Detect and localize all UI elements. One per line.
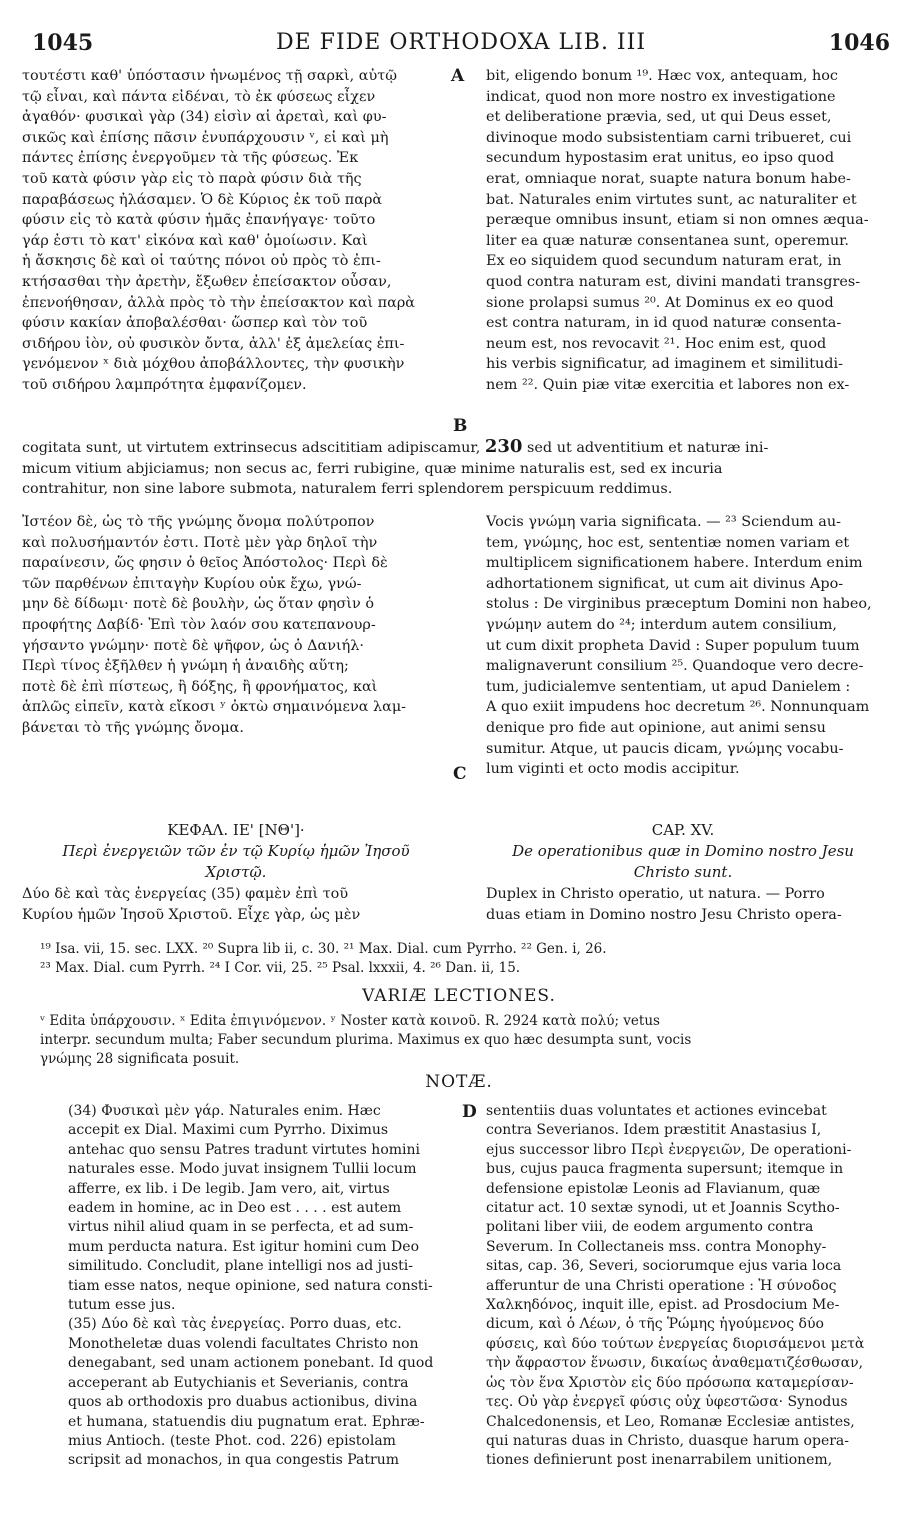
notes-left-column [68, 1102, 460, 1471]
note-left-line: afferre, ex lib. i De legib. Jam vero, ait, virtus [68, 1180, 390, 1197]
footnote-line: ²³ Max. Dial. cum Pyrrh. ²⁴ I Cor. vii, 25. ²⁵ Psal. lxxxii, 4. ²⁶ Dan. ii, 15. [40, 959, 521, 976]
variae-line: ᵛ Edita ὑπάρχουσιν. ˣ Edita ἐπιγινόμενον. ʸ Noster κατὰ κοινοῦ. R. 2924 κατὰ πολύ; vetus [40, 1013, 660, 1029]
page-number-left: 1045 [32, 30, 94, 56]
note-left-line: Monotheletæ duas volendi facultates Christo non [68, 1335, 419, 1352]
note-right-line: tiones definierunt post inenarrabilem unitionem, [486, 1452, 833, 1469]
latin-top-line: divinoque modo subsistentiam carni tribueret, cui [486, 129, 852, 146]
note-right-line: τὴν ἄφραστον ἕνωσιν, δικαίως ἀναθεματιζέσθωσαν, [486, 1355, 864, 1372]
note-right-line: sitas, cap. 36, Severi, sociorumque ejus varia loca [486, 1258, 842, 1275]
latin-mid-line: malignaverunt consilium ²⁵. Quandoque vero decre- [486, 658, 864, 675]
full-line-3: contrahitur, non sine labore submota, naturalem ferri splendorem perspicuum reddimus. [22, 481, 673, 498]
note-left-line: naturales esse. Modo juvat insignem Tullii locum [68, 1161, 417, 1178]
variae-line: interpr. secundum multa; Faber secundum plurima. Maximus ex quo hæc desumpta sunt, vocis [40, 1031, 692, 1048]
note-right-line: citatur act. 10 sextæ synodi, ut et Joannis Scytho- [486, 1200, 840, 1217]
greek-top-line: γενόμενον ˣ διὰ μόχθου ἀποβάλλοντες, τὴν φυσικὴν [22, 356, 405, 373]
latin-top-line: nem ²². Quin piæ vitæ exercitia et labores non ex- [486, 376, 850, 393]
note-right-line: τες. Οὐ γὰρ ἐνεργεῖ φύσις οὐχ ὑφεστῶσα· Synodus [486, 1394, 848, 1411]
note-right-line: Χαλκηδόνος, inquit ille, epist. ad Prosdocium Me- [486, 1297, 840, 1314]
note-right-line: Severum. In Collectaneis mss. contra Monophy- [486, 1238, 827, 1255]
greek-mid-line: γήσαντο γνώμην· ποτὲ δὲ ψῆφον, ὡς ὁ Δανιήλ· [22, 637, 364, 654]
greek-top-line: σιδήρου ἰὸν, οὐ φυσικὸν ὄντα, ἀλλ' ἐξ ἀμελείας ἐπι- [22, 335, 405, 352]
greek-top-line: ἡ ἄσκησις δὲ καὶ οἱ ταύτης πόνοι οὐ πρὸς τὸ ἐπι- [22, 253, 381, 270]
note-right-line: ejus successor libro Περὶ ἐνεργειῶν, De operationi- [486, 1141, 852, 1158]
latin-top-line: secundum hypostasim erat unitus, eo ipso quod [486, 150, 835, 167]
greek-top-line: ἐπενοήθησαν, ἀλλὰ πρὸς τὸ τὴν ἐπείσακτον καὶ παρὰ [22, 294, 416, 311]
latin-top-line: erat, omniaque norat, suapte natura bonum habe- [486, 170, 851, 187]
running-header [32, 30, 890, 60]
greek-mid-line: Περὶ τίνος ἐξῆλθεν ἡ γνώμη ἡ ἀναιδὴς αὕτη; [22, 658, 349, 675]
margin-letter-c: C [453, 764, 467, 784]
greek-top-line: ἀγαθόν· φυσικαὶ γὰρ (34) εἰσὶν αἱ ἀρεταὶ, καὶ φυ- [22, 109, 387, 126]
note-left-line: accepit ex Dial. Maximi cum Pyrrho. Diximus [68, 1122, 389, 1139]
note-right-line: defensione epistolæ Leonis ad Flavianum, quæ [486, 1180, 821, 1197]
note-right-line: Chalcedonensis, et Leo, Romanæ Ecclesiæ antistes, [486, 1413, 855, 1430]
note-right-line: bus, cujus pauca fragmenta supersunt; itemque in [486, 1161, 844, 1178]
note-right-line: ὡς τὸν ἕνα Χριστὸν εἰς δύο πρόσωπα καταμερίσαν- [486, 1374, 854, 1391]
greek-column-top [22, 66, 450, 396]
note-right-line: qui naturas duas in Christo, duasque harum opera- [486, 1432, 849, 1449]
greek-top-line: τουτέστι καθ' ὑπόστασιν ἡνωμένος τῇ σαρκὶ, αὐτῷ [22, 68, 397, 84]
note-left-line: similitudo. Concludit, plane intelligi nos ad justi- [68, 1258, 413, 1275]
latin-mid-line: γνώμην autem do ²⁴; interdum autem consilium, [486, 616, 837, 633]
latin-top-line: quod contra naturam est, divini mandati transgres- [486, 273, 861, 290]
latin-top-line: neum est, nos revocavit ²¹. Hoc enim est, quod [486, 335, 827, 352]
full-line-1a: cogitata sunt, ut virtutem extrinsecus adscititiam adipiscamur, [22, 440, 481, 456]
variae-line: γνώμης 28 significata posuit. [40, 1050, 240, 1067]
note-left-line: virtus nihil aliud quam in se perfecta, et ad sum- [68, 1219, 414, 1236]
greek-mid-line: προφήτης Δαβίδ· Ἐπὶ τὸν λαόν σου κατεπανουρ- [22, 616, 376, 633]
latin-mid-line: multiplicem significationem habere. Interdum enim [486, 555, 863, 572]
greek-top-line: φύσιν κακίαν ἀποβαλέσθαι· ὥσπερ καὶ τὸν τοῦ [22, 315, 368, 332]
latin-column-top [486, 66, 880, 396]
latin-top-line: indicat, quod non more nostro ex investigatione [486, 88, 836, 105]
full-line-1b: sed ut adventitium et naturæ ini- [527, 440, 769, 456]
full-line-2: micum vitium abjiciamus; non secus ac, ferri rubigine, quæ minime naturalis est, sed ex incuria [22, 460, 723, 477]
chapter-number-greek: ΚΕΦΑΛ. ΙΕ' [ΝΘ']· [167, 821, 305, 839]
chapter-heading-greek [22, 820, 450, 883]
note-right-line: dicum, καὶ ὁ Λέων, ὁ τῆς Ῥώμης ἡγούμενος δύο [486, 1316, 824, 1333]
greek-mid-line: καὶ πολυσήμαντόν ἐστι. Ποτὲ μὲν γὰρ δηλοῖ τὴν [22, 534, 378, 551]
greek-top-line: κτήσασθαι τὴν ἀρετὴν, ἔξωθεν ἐπείσακτον οὖσαν, [22, 273, 392, 290]
note-left-line: tutum esse jus. [68, 1297, 176, 1314]
chapter-title-greek: Περὶ ἐνεργειῶν τῶν ἐν τῷ Κυρίῳ ἡμῶν Ἰησοῦ Χριστῷ. [62, 842, 410, 881]
note-right-line: contra Severianos. Idem præstitit Anastasius I, [486, 1122, 822, 1139]
latin-top-line: peræque omnibus insunt, etiam si non omnes æqua- [486, 212, 869, 229]
notae-title: NOTÆ. [425, 1072, 493, 1092]
note-right-line: φύσεις, καὶ δύο τούτων ἐνεργείας διορισάμενοι μετὰ [486, 1335, 865, 1352]
greek-mid-line: βάνεται τὸ τῆς γνώμης ὄνομα. [22, 719, 244, 736]
note-left-line: denegabant, sed unam actionem ponebant. Id quod [68, 1355, 434, 1372]
note-right-line: afferuntur de una Christi operatione : Ἡ σύνοδος [486, 1277, 837, 1294]
latin-column-mid [486, 512, 880, 780]
latin-mid-line: sumitur. Atque, ut paucis dicam, γνώμης vocabu- [486, 740, 844, 757]
variae-lectiones [40, 1012, 880, 1068]
latin-mid-line: Vocis γνώμη varia significata. — ²³ Sciendum au- [486, 514, 841, 530]
note-left-line: mius Antioch. (teste Phot. cod. 226) epistolam [68, 1432, 396, 1449]
latin-top-line: est contra naturam, in id quod naturæ consenta- [486, 315, 842, 332]
note-right-line: politani liber viii, de eodem argumento contra [486, 1219, 814, 1236]
greek-mid-line: ποτὲ δὲ ἐπὶ πίστεως, ἢ δόξης, ἢ φρονήματος, καὶ [22, 678, 378, 695]
greek-column-mid [22, 512, 450, 739]
footnotes [40, 940, 880, 978]
note-left-line: (34) Φυσικαὶ μὲν γάρ. Naturales enim. Hæc [68, 1103, 381, 1119]
chapter-title-latin: De operationibus quæ in Domino nostro Jesu Christo sunt. [512, 842, 854, 881]
margin-letter-d: D [462, 1102, 477, 1122]
chapter-heading-latin [486, 820, 880, 883]
chapter-text-greek [22, 884, 450, 925]
variae-lectiones-title: VARIÆ LECTIONES. [362, 986, 556, 1006]
note-left-line: eadem in homine, ac in Deo est . . . . est autem [68, 1200, 402, 1217]
latin-mid-line: lum viginti et octo modis accipitur. [486, 761, 740, 778]
latin-top-line: bit, eligendo bonum ¹⁹. Hæc vox, antequam, hoc [486, 68, 838, 84]
latin-top-line: his verbis significatur, ad imaginem et similitudi- [486, 356, 843, 373]
note-left-line: antehac quo sensu Patres tradunt virtutes homini [68, 1141, 420, 1158]
greek-top-line: τοῦ κατὰ φύσιν γὰρ εἰς τὸ παρὰ φύσιν διὰ τῆς [22, 170, 362, 187]
latin-top-line: bat. Naturales enim virtutes sunt, ac naturaliter et [486, 191, 857, 208]
latin-mid-line: A quo exiit impudens hoc decretum ²⁶. Nonnunquam [486, 699, 870, 716]
latin-top-line: Ex eo siquidem quod secundum naturam erat, in [486, 253, 842, 270]
note-left-line: scripsit ad monachos, in qua congestis Patrum [68, 1452, 400, 1469]
greek-mid-line: τῶν παρθένων ἐπιταγὴν Κυρίου οὐκ ἔχω, γνώ- [22, 575, 362, 592]
note-left-line: acceperant ab Eutychianis et Severianis, contra [68, 1374, 409, 1391]
footnote-line: ¹⁹ Isa. vii, 15. sec. LXX. ²⁰ Supra lib ii, c. 30. ²¹ Max. Dial. cum Pyrrho. ²² Gen. i, 26. [40, 941, 607, 957]
chapter-latin-line: duas etiam in Domino nostro Jesu Christo opera- [486, 906, 842, 923]
note-left-line: et humana, statuendis diu pugnatum erat. Ephræ- [68, 1413, 425, 1430]
latin-mid-line: adhortationem significat, ut cum ait divinus Apo- [486, 575, 844, 592]
greek-top-line: πάντες ἐπίσης ἐνεργοῦμεν τὰ τῆς φύσεως. Ἐκ [22, 150, 359, 167]
full-width-text [22, 437, 880, 500]
greek-top-line: τῷ εἶναι, καὶ πάντα εἰδέναι, τὸ ἐκ φύσεως εἶχεν [22, 88, 376, 105]
greek-mid-line: ἁπλῶς εἰπεῖν, κατὰ εἴκοσι ʸ ὀκτὼ σημαινόμενα λαμ- [22, 699, 407, 716]
greek-mid-line: Ἰστέον δὲ, ὡς τὸ τῆς γνώμης ὄνομα πολύτροπον [22, 514, 375, 530]
greek-top-line: φύσιν εἰς τὸ κατὰ φύσιν ἡμᾶς ἐπανήγαγε· τοῦτο [22, 212, 376, 229]
chapter-text-latin [486, 884, 880, 925]
latin-mid-line: denique pro fide aut opinione, aut animi sensu [486, 719, 826, 736]
chapter-greek-line: Δύο δὲ καὶ τὰς ἐνεργείας (35) φαμὲν ἐπὶ τοῦ [22, 886, 349, 902]
note-left-line: (35) Δύο δὲ καὶ τὰς ἐνεργείας. Porro duas, etc. [68, 1316, 402, 1333]
chapter-number-latin: CAP. XV. [651, 821, 715, 839]
page-number-right: 1046 [828, 30, 890, 56]
inline-page-number: 230 [484, 437, 523, 457]
margin-letter-b: B [453, 416, 468, 436]
greek-top-line: σικῶς καὶ ἐπίσης πᾶσιν ἐνυπάρχουσιν ᵛ, εἰ καὶ μὴ [22, 129, 389, 146]
greek-mid-line: μην δὲ δίδωμι· ποτὲ δὲ βουλὴν, ὡς ὅταν φησὶν ὁ [22, 596, 375, 613]
note-left-line: mum perducta natura. Est igitur homini cum Deo [68, 1238, 419, 1255]
note-right-line: sententiis duas voluntates et actiones evincebat [486, 1103, 827, 1119]
latin-top-line: et deliberatione prævia, sed, ut qui Deus esset, [486, 109, 832, 126]
greek-top-line: παραβάσεως ἠλάσαμεν. Ὁ δὲ Κύριος ἐκ τοῦ παρὰ [22, 191, 383, 208]
latin-mid-line: tum, judicialemve sententiam, ut apud Danielem : [486, 678, 851, 695]
chapter-greek-line: Κυρίου ἡμῶν Ἰησοῦ Χριστοῦ. Εἶχε γὰρ, ὡς μὲν [22, 906, 361, 923]
notes-right-column [486, 1102, 880, 1471]
latin-mid-line: ut cum dixit propheta David : Super populum tuum [486, 637, 860, 654]
running-title: DE FIDE ORTHODOXA LIB. III [275, 30, 647, 55]
note-left-line: tiam esse natos, neque opinione, sed natura consti- [68, 1277, 433, 1294]
note-left-line: quos ab orthodoxis pro duabus actionibus, divina [68, 1394, 418, 1411]
chapter-latin-line: Duplex in Christo operatio, ut natura. — Porro [486, 886, 825, 902]
margin-letter-a: A [451, 66, 465, 86]
greek-mid-line: παραίνεσιν, ὥς φησιν ὁ θεῖος Ἀπόστολος· Περὶ δὲ [22, 555, 388, 572]
greek-top-line: τοῦ σιδήρου λαμπρότητα ἐμφανίζομεν. [22, 376, 307, 393]
latin-mid-line: tem, γνώμης, hoc est, sententiæ nomen variam et [486, 534, 850, 551]
greek-top-line: γάρ ἐστι τὸ κατ' εἰκόνα καὶ καθ' ὁμοίωσιν. Καὶ [22, 232, 368, 249]
latin-mid-line: stolus : De virginibus præceptum Domini non habeo, [486, 596, 872, 613]
latin-top-line: liter ea quæ naturæ consentanea sunt, operemur. [486, 232, 849, 249]
latin-top-line: sione prolapsi sumus ²⁰. At Dominus ex eo quod [486, 294, 834, 311]
